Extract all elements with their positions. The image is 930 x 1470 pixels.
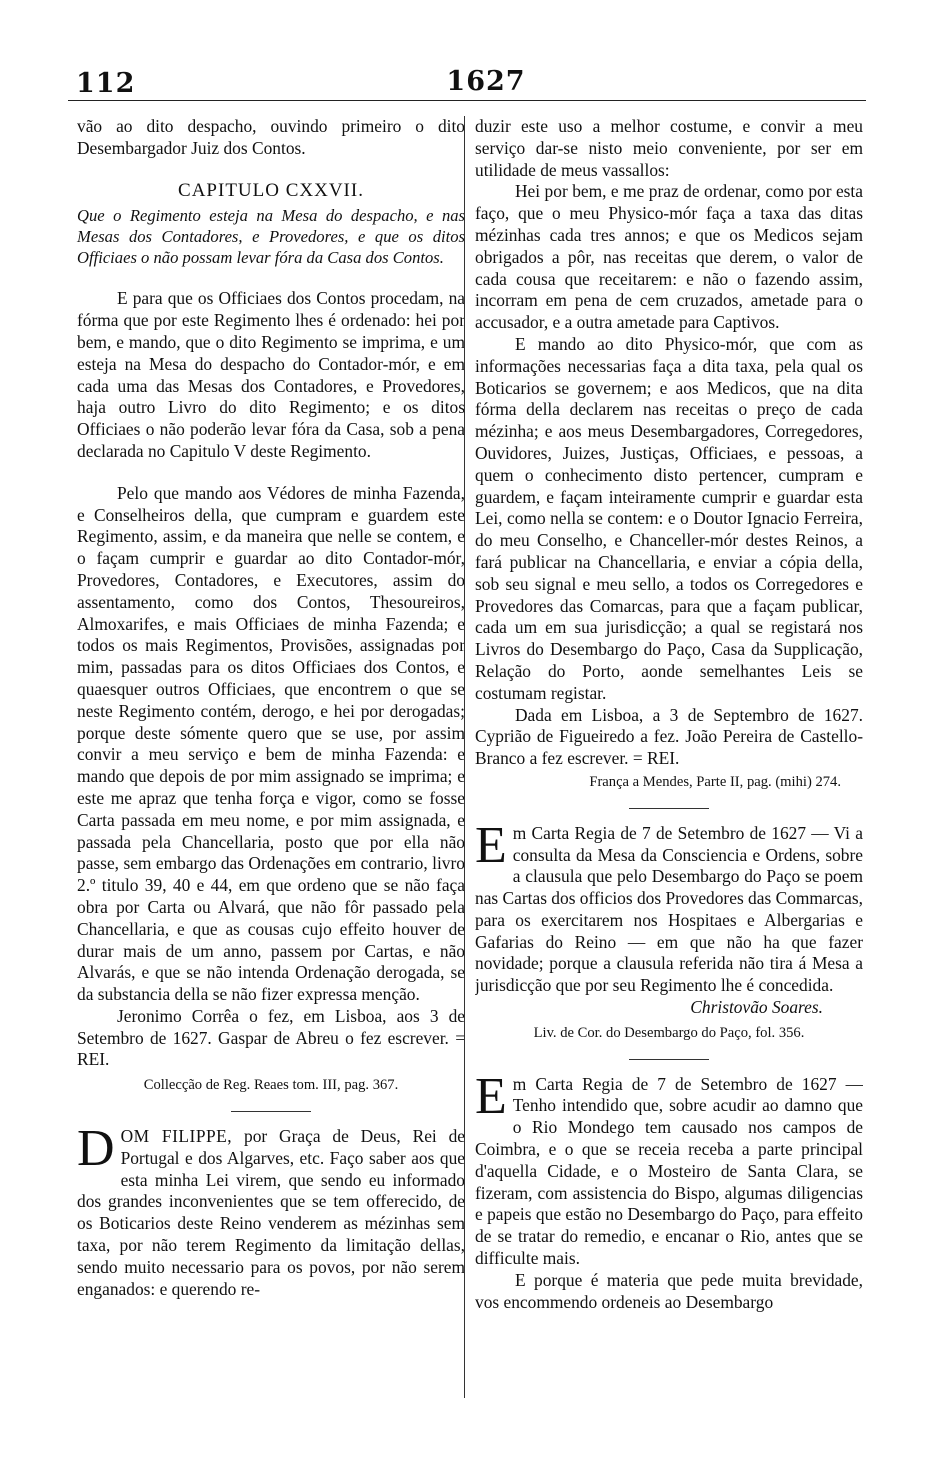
header-rule — [68, 100, 866, 101]
chapter-title: CAPITULO CXXVII. — [178, 179, 364, 201]
page-number: 112 — [76, 68, 136, 99]
drop-cap: E — [475, 1073, 507, 1125]
section-rule — [629, 808, 709, 809]
paragraph-text: por Graça de Deus, Rei de Portugal e dos Algarves, etc. Faço saber aos que esta minha Lei virem, que sendo eu informado dos grandes inconvenientes que se tem offerecido, de os Boticarios deste Reino venderem as mézinhas sem taxa, por não terem Regimento da limitação dellas, sendo muito necessario para os povos, por não serem enganados: e querendo re- — [77, 1126, 465, 1299]
paragraph-text: m Carta Regia de 7 de Setembro de 1627 — Tenho intendido que, sobre acudir ao damno que o Rio Mondego tem causado nos campos de Coimbra, e o que se receia receba a parte principal d'aquella Cidade, e o Mosteiro de Santa Clara, se fizeram, com assistencia do Bispo, algumas diligencias e papeis que estão no Desembargo do Paço, para effeito de se tratar do remedio, e encanar o Rio, antes que se difficulte mais. — [475, 1073, 863, 1269]
paragraph-text: m Carta Regia de 7 de Setembro de 1627 — Vi a consulta da Mesa da Consciencia e Ordens, sobre a clausula que pelo Desembargo do Paço se poem nas Cartas dos officios dos Provedores das Commarcas, para os exercitarem nos Hospitaes e Albergarias e Gafarias do Reino — em que não ha que fazer novidade; porque a clausula referida não tira á Mesa a jurisdicção que por seu Regimento lhe é concedida. — [475, 822, 863, 996]
source-citation: Liv. de Cor. do Desembargo do Paço, fol. 356. — [533, 1024, 805, 1041]
paragraph: E porque é materia que pede muita brevidade, vos encommendo ordeneis ao Desembargo — [475, 1269, 863, 1312]
paragraph: Dada em Lisboa, a 3 de Septembro de 1627. Cyprião de Figueiredo a fez. João Pereira de Castello-Branco a fez escrever. = REI. — [475, 704, 863, 769]
column-divider — [464, 116, 465, 1398]
section-rule — [231, 1111, 311, 1112]
source-citation: França a Mendes, Parte II, pag. (mihi) 274. — [589, 773, 841, 790]
paragraph: E mando ao dito Physico-mór, que com as informações necessarias faça a dita taxa, pela qual os Boticarios se governem; e aos Medicos, que na dita fórma della declarem nas receitas o preço de cada mézinha; e aos meus Desembargadores, Corregedores, Ouvidores, Juizes, Justiças, Officiaes, e pessoas, a quem o conhecimento disto pertencer, cumpram e guardem, e façam inteiramente cumprir e guardar esta Lei, como nella se contem: e o Doutor Ignacio Ferreira, do meu Conselho, e Chanceller-mór destes Reinos, a fará publicar na Chancellaria, e enviar a cópia della, sob seu signal e meu sello, a todos os Corregedores e Provedores das Comarcas, para que a façam publicar, cada um em sua jurisdicção; a qual se registará nos Livros do Desembargo do Paço, Casa da Supplicação, Relação do Porto, aonde semelhantes Leis se costumam registar. — [475, 333, 863, 703]
drop-cap: E — [475, 822, 507, 874]
paragraph: duzir este uso a melhor costume, e convir a meu serviço dar-se nisto meio conveniente, por ser em utilidade de meus vassallos: — [475, 116, 863, 180]
paragraph: Pelo que mando aos Védores de minha Fazenda, e Conselheiros della, que cumpram e guardem este Regimento, assim, e da maneira que nelle se contem, e o façam cumprir e guardar ao dito Contador-mór, Provedores, Contadores, e Executores, assim do assentamento, como dos Contos, Thesoureiros, Almoxarifes, e mais Officiaes de minha Fazenda; e todos os mais Regimentos, Provisões, assignadas por mim, passadas para os ditos Officiaes dos Contos, e quaesquer outros Officiaes, que encontrem o que se neste Regimento contém, derogo, e hei por derogadas; porque deste sómente quero que se use, por assim convir a meu serviço e bem de minha Fazenda: e mando que depois de por mim assignado se imprima; e este me apraz que tenha força e vigor, como se fosse Carta passada em meu nome, e por mim assignada, e passada pela Chancellaria, posto que por ella não passe, sem embargo das Ordenações em contrario, livro 2.º titulo 39, 40 e 44, em que ordeno que se não faça obra por Carta ou Alvará, que não fôr passado pela Chancellaria, e que as cousas cujo effeito houver de durar mais de um anno, passem por Cartas, e não Alvarás, e que se não intenda Ordenação derogada, se da substancia della se não fizer expressa menção. — [77, 482, 465, 1005]
royal-letter-paragraph — [475, 1074, 863, 1270]
royal-letter-paragraph — [475, 823, 863, 997]
right-column — [475, 116, 863, 1313]
paragraph: vão ao dito despacho, ouvindo primeiro o dito Desembargador Juiz dos Contos. — [77, 116, 465, 158]
paragraph: Jeronimo Corrêa o fez, em Lisboa, aos 3 de Setembro de 1627. Gaspar de Abreu o fez escrever. = REI. — [77, 1005, 465, 1070]
paragraph: Hei por bem, e me praz de ordenar, como por esta faço, que o meu Physico-mór faça a taxa das ditas mézinhas cada tres annos; e que os Medicos sejam obrigados a pôr, nas receitas que derem, o valor de cada cousa que receitarem: e não o fazendo assim, incorram em pena de cem cruzados, ametade para o accusador, e a outra ametade para Captivos. — [475, 181, 863, 333]
lead-words: OM FILIPPE, — [120, 1126, 233, 1147]
left-column — [77, 116, 465, 1300]
signature: Christovão Soares. — [690, 997, 823, 1018]
running-year-heading: 1627 — [446, 66, 526, 97]
chapter-summary: Que o Regimento esteja na Mesa do despacho, e nas Mesas dos Contadores, e Provedores, e que os ditos Officiaes o não possam levar fóra da Casa dos Contos. — [77, 206, 465, 268]
paragraph: E para que os Officiaes dos Contos procedam, na fórma que por este Regimento lhes é ordenado: hei por bem, e mando, que o dito Regimento se imprima, e um esteja na Mesa do despacho do Contador-mór, e em cada uma das Mesas dos Contadores, e Provedores, haja outro Livro do dito Regimento; e os ditos Officiaes o não poderão levar fóra da Casa, sob a pena declarada no Capitulo V deste Regimento. — [77, 288, 465, 461]
law-paragraph — [77, 1126, 465, 1300]
section-rule — [629, 1059, 709, 1060]
page-header — [66, 68, 872, 102]
drop-cap: D — [77, 1126, 115, 1178]
source-citation: Collecção de Reg. Reaes tom. III, pag. 367. — [143, 1077, 399, 1094]
